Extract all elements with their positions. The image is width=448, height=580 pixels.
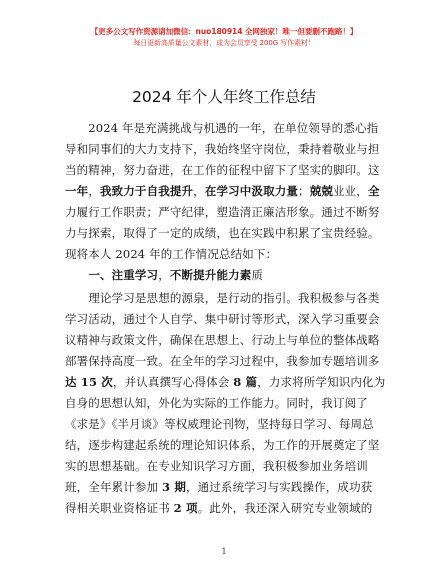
text-span: ，并认真撰写心得体会 bbox=[112, 375, 234, 389]
text-span: 现将本人 2024 年的工作情况总结如下： bbox=[65, 247, 278, 261]
text-span: 。此外，我还深入研究专业领域的 bbox=[197, 501, 373, 515]
text-span: 当的精神，努力奋进，在工作的征程中留下了坚实的脚印。这 bbox=[65, 163, 380, 177]
body-line bbox=[65, 183, 386, 199]
text-span: 得相关职业资格证书 bbox=[65, 501, 174, 515]
body-line bbox=[65, 225, 386, 241]
text-span: ； bbox=[298, 184, 310, 198]
body-line bbox=[65, 120, 386, 136]
text-span bbox=[65, 268, 88, 282]
body-line bbox=[65, 290, 386, 306]
body-line bbox=[65, 311, 386, 327]
bold-span: 兢兢 bbox=[309, 184, 333, 198]
text-span: ， bbox=[158, 268, 170, 282]
body-line bbox=[65, 395, 386, 411]
text-span: 结，逐步构建起系统的理论知识体系，为工作的开展奠定了坚 bbox=[65, 438, 380, 452]
bold-span: 全 bbox=[367, 184, 380, 198]
bold-span: 在学习中汲取力量 bbox=[204, 184, 299, 198]
bold-span: 2 项 bbox=[173, 501, 198, 515]
section-heading bbox=[65, 267, 386, 283]
body-line bbox=[65, 458, 386, 474]
body-line bbox=[65, 141, 386, 157]
promo-line-1: 【更多公文写作资源请加微信：nuo180914 全网独家！唯一但要删不跑路！】 bbox=[90, 27, 358, 36]
text-span: ， bbox=[88, 184, 100, 198]
text-span: ，力求将所学知识内化为 bbox=[257, 375, 386, 389]
document-title: 2024 年个人年终工作总结 bbox=[132, 88, 316, 106]
promo-banner bbox=[0, 27, 448, 48]
body-line bbox=[65, 353, 386, 369]
body-line bbox=[65, 204, 386, 220]
page-number: 1 bbox=[221, 547, 227, 556]
text-span: 业业， bbox=[333, 184, 368, 198]
text-span: 质 bbox=[251, 268, 264, 282]
text-span: 议精神与政策文件，确保在思想上、行动上与单位的整体战略 bbox=[65, 333, 380, 347]
bold-span: 8 篇 bbox=[233, 375, 258, 389]
text-span: 自身的思想认知，外化为实际的工作能力。同时，我订阅了 bbox=[65, 396, 368, 410]
text-span: 2024 年是充满挑战与机遇的一年，在单位领导的悉心指 bbox=[65, 121, 379, 135]
bold-span: 不断提升能力素 bbox=[169, 268, 252, 282]
text-span: 力履行工作职责；严守纪律，塑造清正廉洁形象。通过不断努 bbox=[65, 205, 380, 219]
body-line bbox=[65, 416, 386, 432]
text-span: 《求是》《半月谈》等权威理论刊物，坚持每日学习、每周总 bbox=[65, 417, 374, 431]
body-line bbox=[65, 479, 386, 495]
body-line bbox=[65, 246, 386, 262]
bold-span: 我致力于自我提升 bbox=[99, 184, 194, 198]
text-span: 班，全年累计参加 bbox=[65, 480, 163, 494]
bold-span: 3 期 bbox=[162, 480, 186, 494]
text-span: 理论学习是思想的源泉，是行动的指引。我积极参与各类 bbox=[65, 291, 380, 305]
body-line bbox=[65, 162, 386, 178]
bold-span: 一、注重学习 bbox=[88, 268, 159, 282]
text-span: 部署保持高度一致。在全年的学习过程中，我参加专题培训多 bbox=[65, 354, 380, 368]
text-span: 学习活动，通过个人自学、集中研讨等形式，深入学习重要会 bbox=[65, 312, 380, 326]
body-line bbox=[65, 437, 386, 453]
body-line bbox=[65, 374, 386, 390]
text-span: 力与探索，取得了一定的成绩，也在实践中积累了宝贵经验。 bbox=[65, 226, 380, 240]
text-span: 实的思想基础。在专业知识学习方面，我积极参加业务培训 bbox=[65, 459, 368, 473]
text-span: 导和同事们的大力支持下，我始终坚守岗位，秉持着敬业与担 bbox=[65, 142, 380, 156]
body-line bbox=[65, 500, 386, 516]
promo-line-2: 每日更新高质量公文素材，成为会员享受 200G 写作素材！ bbox=[133, 38, 315, 47]
bold-span: 达 15 次 bbox=[65, 375, 113, 389]
body-line bbox=[65, 332, 386, 348]
bold-span: 一年 bbox=[65, 184, 89, 198]
text-span: ， bbox=[193, 184, 205, 198]
text-span: ，通过系统学习与实践操作，成功获 bbox=[185, 480, 373, 494]
